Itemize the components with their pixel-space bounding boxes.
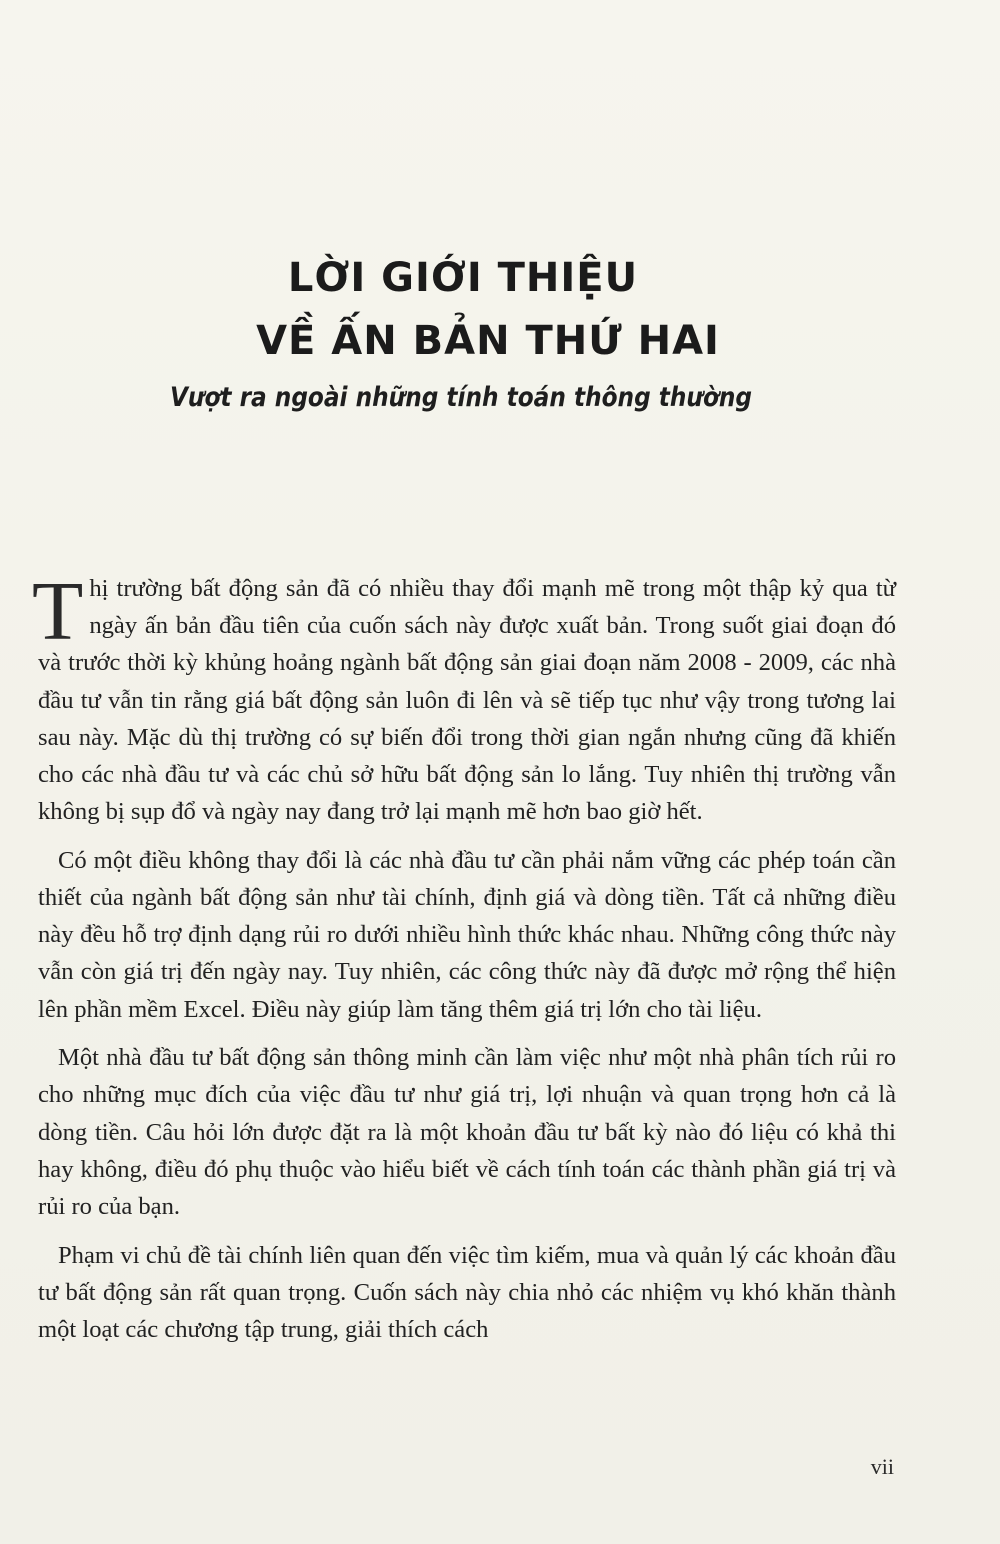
paragraph-1 <box>32 565 896 830</box>
chapter-title-line-1: LỜI GIỚI THIỆU <box>287 255 639 301</box>
body-text <box>32 565 896 1360</box>
paragraph-3: Một nhà đầu tư bất động sản thông minh cần làm việc như một nhà phân tích rủi ro cho những mục đích của việc đầu tư như giá trị, lợi nhuận và quan trọng hơn cả là dòng tiền. Câu hỏi lớn được đặt ra là một khoản đầu tư bất kỳ nào đó liệu có khả thi hay không, điều đó phụ thuộc vào hiểu biết về cách tính toán các thành phần giá trị và rủi ro của bạn. <box>38 1044 896 1221</box>
drop-cap: T <box>32 565 84 658</box>
paragraph-2: Có một điều không thay đổi là các nhà đầu tư cần phải nắm vững các phép toán cần thiết của ngành bất động sản như tài chính, định giá và dòng tiền. Tất cả những điều này đều hỗ trợ định dạng rủi ro dưới nhiều hình thức khác nhau. Những công thức này vẫn còn giá trị đến ngày nay. Tuy nhiên, các công thức này đã được mở rộng thể hiện lên phần mềm Excel. Điều này giúp làm tăng thêm giá trị lớn cho tài liệu. <box>38 846 896 1023</box>
paragraph-4: Phạm vi chủ đề tài chính liên quan đến việc tìm kiếm, mua và quản lý các khoản đầu tư bất động sản rất quan trọng. Cuốn sách này chia nhỏ các nhiệm vụ khó khăn thành một loạt các chương tập trung, giải thích cách <box>38 1241 896 1344</box>
page-number: vii <box>870 1454 894 1479</box>
chapter-subtitle: Vượt ra ngoài những tính toán thông thường <box>169 382 753 413</box>
paragraph-1-text: hị trường bất động sản đã có nhiều thay đổi mạnh mẽ trong một thập kỷ qua từ ngày ấn bản đầu tiên của cuốn sách này được xuất bản. Trong suốt giai đoạn đó và trước thời kỳ khủng hoảng ngành bất động sản giai đoạn năm 2008 - 2009, các nhà đầu tư vẫn tin rằng giá bất động sản luôn đi lên và sẽ tiếp tục như vậy trong tương lai sau này. Mặc dù thị trường có sự biến đổi trong thời gian ngắn nhưng cũng đã khiến cho các nhà đầu tư và các chủ sở hữu bất động sản lo lắng. Tuy nhiên thị trường vẫn không bị sụp đổ và ngày nay đang trở lại mạnh mẽ hơn bao giờ hết. <box>38 575 896 826</box>
chapter-title-line-2: VỀ ẤN BẢN THỨ HAI <box>256 318 720 364</box>
